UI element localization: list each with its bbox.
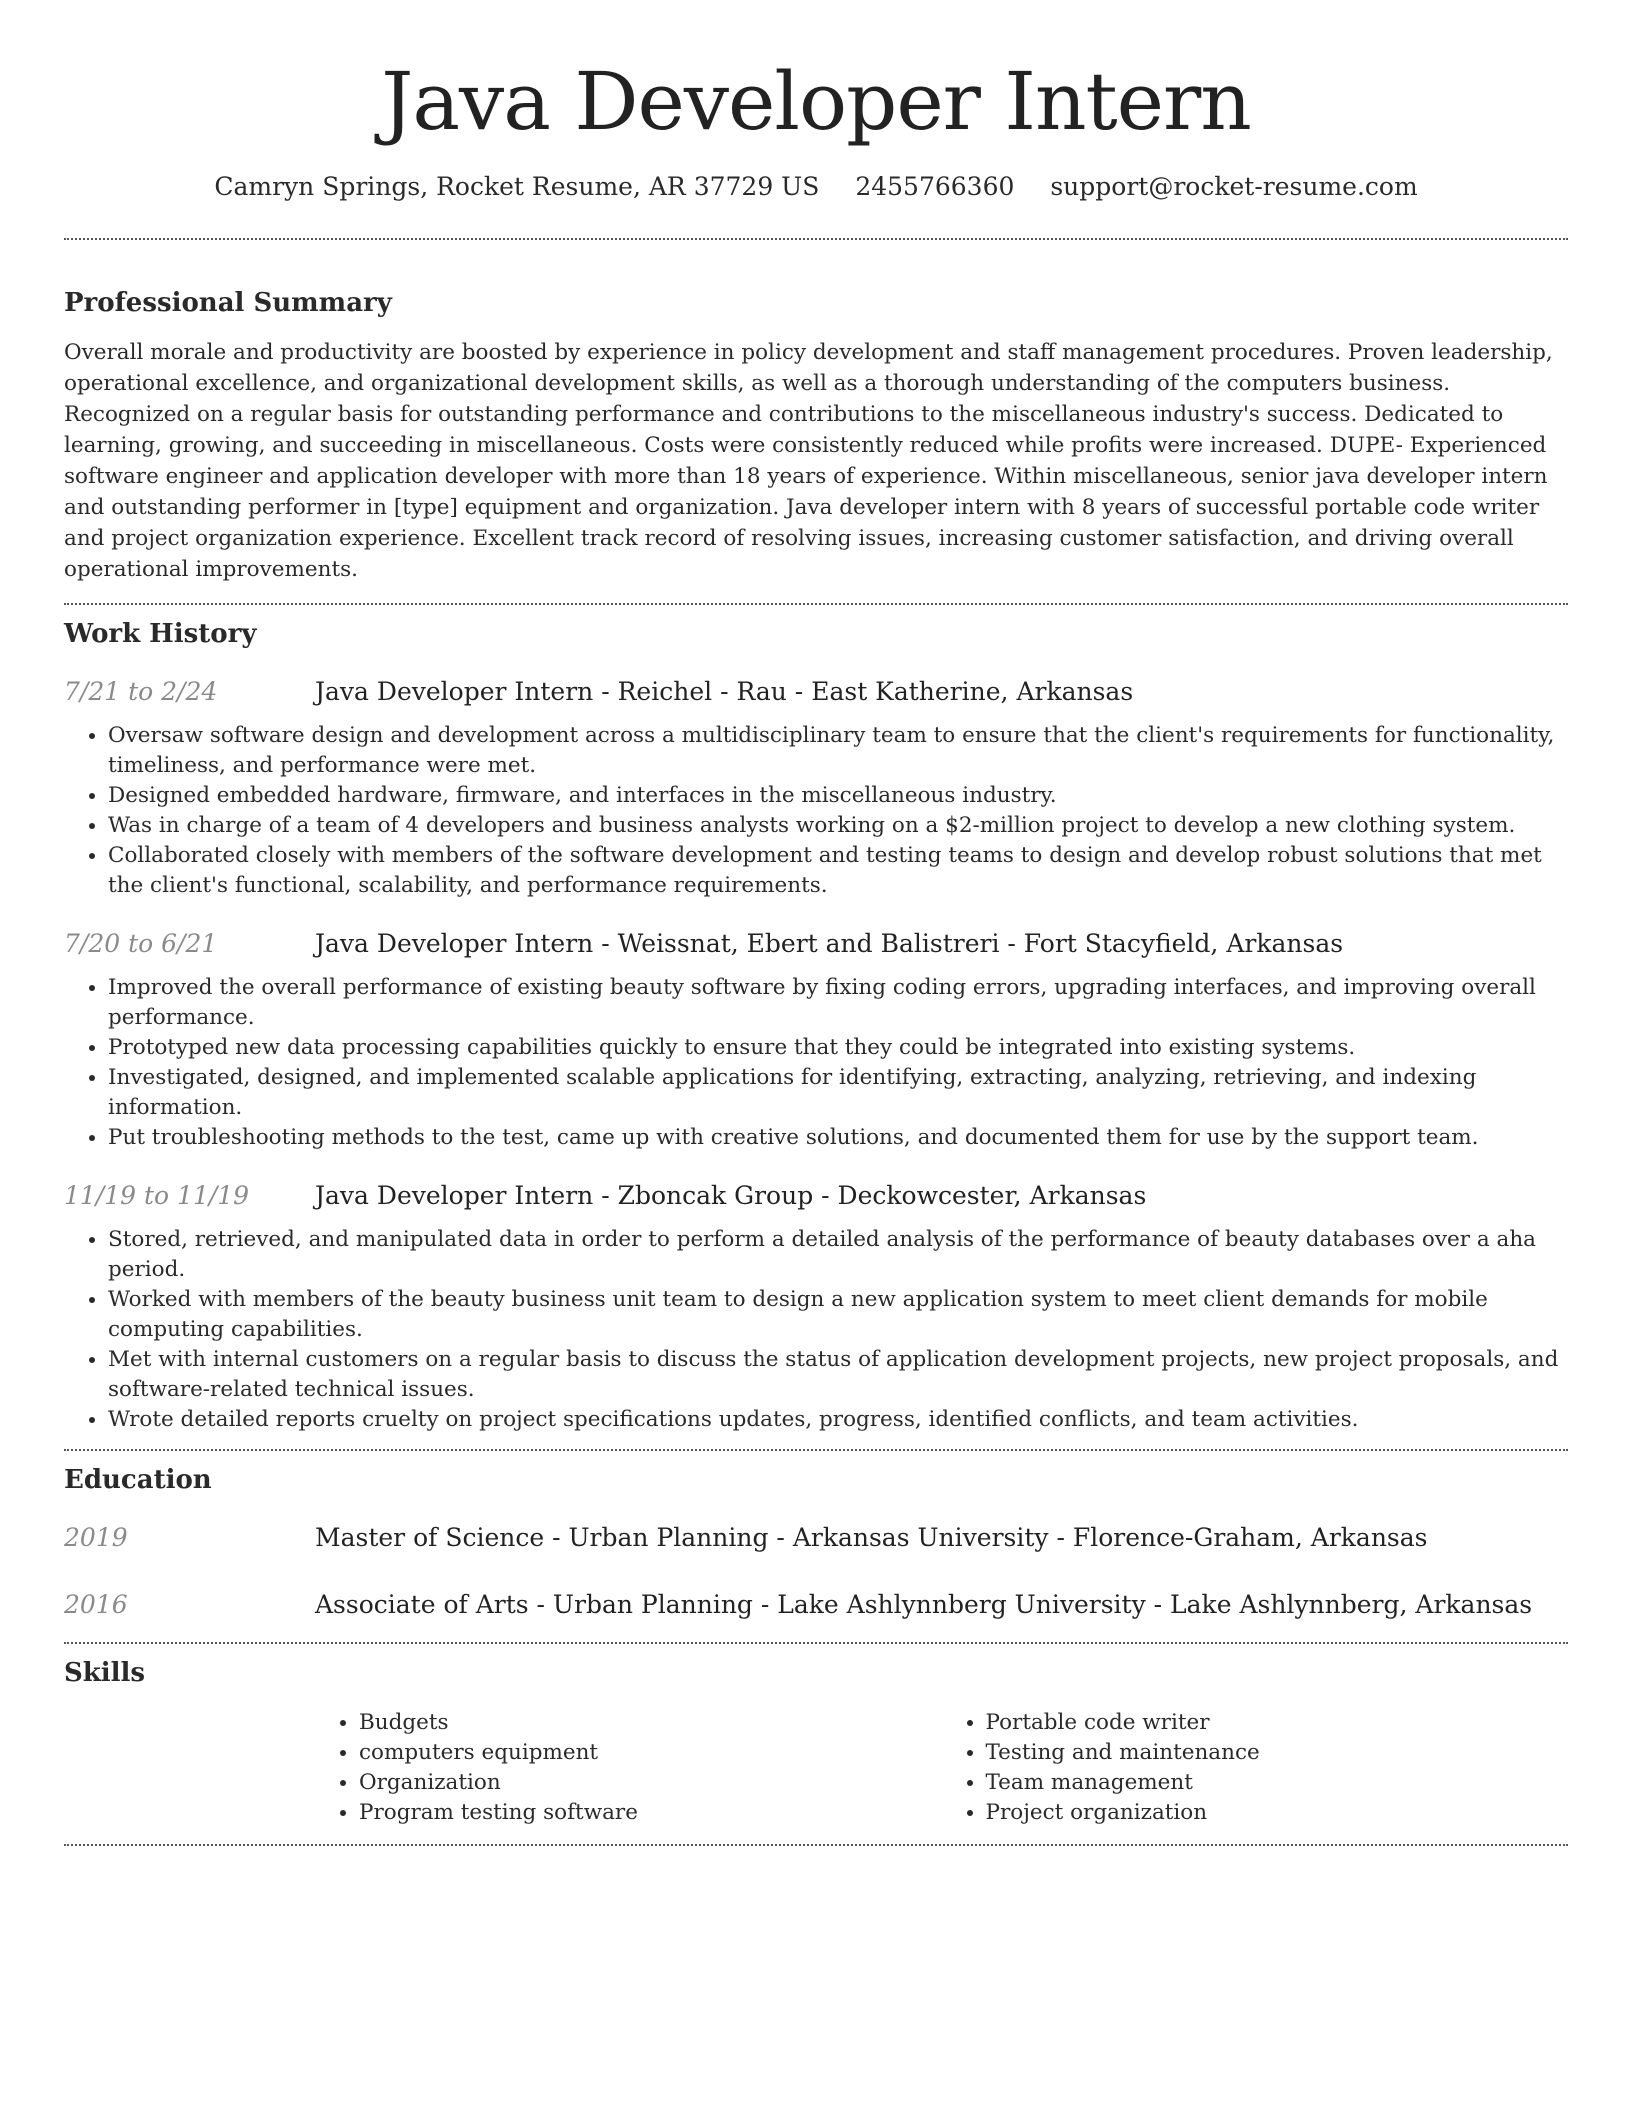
skill-item: • Testing and maintenance [986, 1738, 1569, 1768]
job-heading: Java Developer Intern - Zboncak Group - Deckowcester, Arkansas [315, 1181, 1147, 1210]
job-dates: 11/19 to 11/19 [64, 1181, 250, 1210]
skills-list-left [315, 1708, 942, 1828]
job-header [64, 1179, 1568, 1213]
skill-item: • Organization [359, 1768, 942, 1798]
job-bullet: • Investigated, designed, and implemented scalable applications for identifying, extracting, analyzing, retrieving, and indexing information. [108, 1063, 1568, 1123]
skill-item: • Project organization [986, 1798, 1569, 1828]
skill-item: • computers equipment [359, 1738, 942, 1768]
job-bullet: • Stored, retrieved, and manipulated data in order to perform a detailed analysis of the performance of beauty databases over a aha period. [108, 1225, 1568, 1285]
job-bullet: • Collaborated closely with members of the software development and testing teams to design and develop robust solutions that met the client's functional, scalability, and performance requirements. [108, 841, 1568, 901]
education-entry [64, 1521, 1568, 1555]
job-bullets [64, 973, 1568, 1153]
resume-name: Java Developer Intern [381, 55, 1251, 148]
contact-address: Camryn Springs, Rocket Resume, AR 37729 US [214, 172, 820, 201]
job-entry [64, 675, 1568, 901]
job-bullet: • Put troubleshooting methods to the test, came up with creative solutions, and documented them for use by the support team. [108, 1123, 1568, 1153]
job-heading: Java Developer Intern - Reichel - Rau - East Katherine, Arkansas [315, 677, 1134, 706]
job-bullets [64, 1225, 1568, 1435]
job-entry [64, 927, 1568, 1153]
section-title-summary: Professional Summary [64, 288, 392, 318]
job-entry [64, 1179, 1568, 1435]
skills-section [64, 1656, 1568, 1828]
divider [64, 238, 1568, 240]
job-bullet: • Wrote detailed reports cruelty on project specifications updates, progress, identified conflicts, and team activities. [108, 1405, 1568, 1435]
job-bullet: • Worked with members of the beauty business unit team to design a new application system to meet client demands for mobile computing capabilities. [108, 1285, 1568, 1345]
education-year: 2019 [64, 1523, 128, 1552]
job-bullet: • Met with internal customers on a regular basis to discuss the status of application development projects, new project proposals, and software-related technical issues. [108, 1345, 1568, 1405]
education-year: 2016 [64, 1590, 128, 1619]
summary-section [64, 286, 1568, 585]
education-heading: Associate of Arts - Urban Planning - Lake Ashlynnberg University - Lake Ashlynnberg, Arkansas [315, 1590, 1533, 1619]
skills-list-right [942, 1708, 1569, 1828]
section-title-skills: Skills [64, 1658, 146, 1688]
contact-line [64, 170, 1568, 204]
divider [64, 1642, 1568, 1644]
job-bullets [64, 721, 1568, 901]
divider [64, 1844, 1568, 1846]
education-section [64, 1463, 1568, 1622]
job-header [64, 927, 1568, 961]
summary-text: Overall morale and productivity are boosted by experience in policy development and staff management procedures. Proven leadership, operational excellence, and organizational development skills, as well as a thorough understanding of the computers business. Recognized on a regular basis for outstanding performance and contributions to the miscellaneous industry's success. Dedicated to learning, growing, and succeeding in miscellaneous. Costs were consistently reduced while profits were increased. DUPE- Experienced software engineer and application developer with more than 18 years of experience. Within miscellaneous, senior java developer intern and outstanding performer in [type] equipment and organization. Java developer intern with 8 years of successful portable code writer and project organization experience. Excellent track record of resolving issues, increasing customer satisfaction, and driving overall operational improvements. [64, 340, 1553, 582]
skill-item: • Budgets [359, 1708, 942, 1738]
skills-grid [315, 1708, 1568, 1828]
job-heading: Java Developer Intern - Weissnat, Ebert and Balistreri - Fort Stacyfield, Arkansas [315, 929, 1344, 958]
job-bullet: • Oversaw software design and development across a multidisciplinary team to ensure that the client's requirements for functionality, timeliness, and performance were met. [108, 721, 1568, 781]
skill-item: • Portable code writer [986, 1708, 1569, 1738]
job-bullet: • Was in charge of a team of 4 developers and business analysts working on a $2-million project to develop a new clothing system. [108, 811, 1568, 841]
job-dates: 7/21 to 2/24 [64, 677, 218, 706]
job-header [64, 675, 1568, 709]
section-title-work: Work History [64, 619, 257, 649]
job-dates: 7/20 to 6/21 [64, 929, 218, 958]
skill-item: • Team management [986, 1768, 1569, 1798]
contact-email: support@rocket-resume.com [1050, 172, 1418, 201]
contact-phone: 2455766360 [855, 172, 1015, 201]
work-history-section [64, 617, 1568, 1435]
job-bullet: • Designed embedded hardware, firmware, and interfaces in the miscellaneous industry. [108, 781, 1568, 811]
section-title-education: Education [64, 1465, 212, 1495]
education-heading: Master of Science - Urban Planning - Arkansas University - Florence-Graham, Arkansas [315, 1523, 1428, 1552]
divider [64, 603, 1568, 605]
job-bullet: • Improved the overall performance of existing beauty software by fixing coding errors, upgrading interfaces, and improving overall performance. [108, 973, 1568, 1033]
job-bullet: • Prototyped new data processing capabilities quickly to ensure that they could be integrated into existing systems. [108, 1033, 1568, 1063]
divider [64, 1449, 1568, 1451]
skill-item: • Program testing software [359, 1798, 942, 1828]
education-entry [64, 1588, 1568, 1622]
